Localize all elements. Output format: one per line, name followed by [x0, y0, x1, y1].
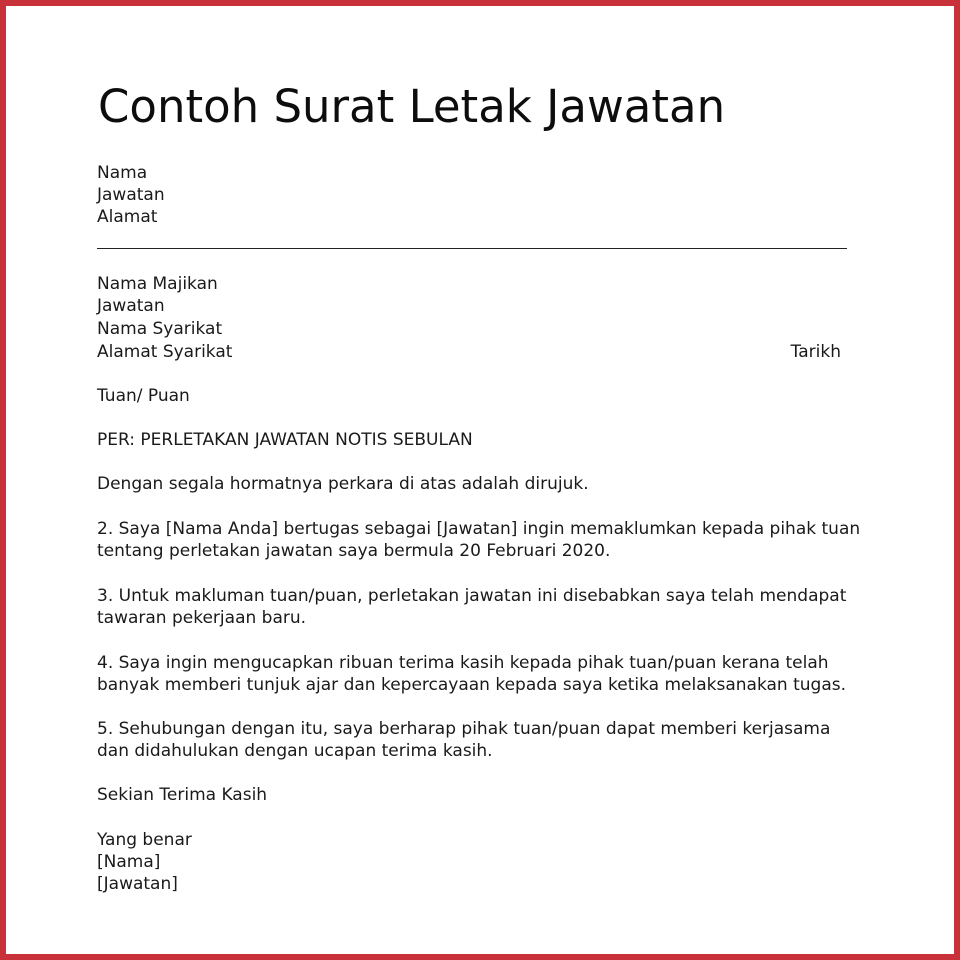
recipient-company-address: Alamat Syarikat	[97, 342, 233, 362]
separator-line	[97, 248, 847, 249]
signature-position: [Jawatan]	[97, 874, 178, 894]
recipient-company-name: Nama Syarikat	[97, 319, 223, 339]
subject-line: PER: PERLETAKAN JAWATAN NOTIS SEBULAN	[97, 430, 473, 450]
sender-position: Jawatan	[97, 185, 165, 205]
paragraph-3-line-1: 3. Untuk makluman tuan/puan, perletakan jawatan ini disebabkan saya telah mendapat	[97, 586, 847, 606]
date-label: Tarikh	[790, 342, 841, 362]
letter-title: Contoh Surat Letak Jawatan	[98, 80, 726, 133]
paragraph-2-line-2: tentang perletakan jawatan saya bermula 20 Februari 2020.	[97, 541, 611, 561]
paragraph-2-line-1: 2. Saya [Nama Anda] bertugas sebagai [Jawatan] ingin memaklumkan kepada pihak tuan	[97, 519, 861, 539]
paragraph-4-line-1: 4. Saya ingin mengucapkan ribuan terima kasih kepada pihak tuan/puan kerana telah	[97, 653, 829, 673]
recipient-employer-name: Nama Majikan	[97, 274, 218, 294]
sender-name: Nama	[97, 163, 148, 183]
paragraph-3-line-2: tawaran pekerjaan baru.	[97, 608, 307, 628]
paragraph-4-line-2: banyak memberi tunjuk ajar dan kepercayaan kepada saya ketika melaksanakan tugas.	[97, 675, 847, 695]
signature-name: [Nama]	[97, 852, 161, 872]
closing-line: Sekian Terima Kasih	[97, 785, 268, 805]
opening-line: Dengan segala hormatnya perkara di atas adalah dirujuk.	[97, 474, 589, 494]
recipient-position: Jawatan	[97, 296, 165, 316]
sign-off: Yang benar	[97, 830, 192, 850]
paragraph-5-line-1: 5. Sehubungan dengan itu, saya berharap pihak tuan/puan dapat memberi kerjasama	[97, 719, 831, 739]
sender-address: Alamat	[97, 207, 158, 227]
salutation: Tuan/ Puan	[97, 386, 190, 406]
paragraph-5-line-2: dan didahulukan dengan ucapan terima kasih.	[97, 741, 493, 761]
